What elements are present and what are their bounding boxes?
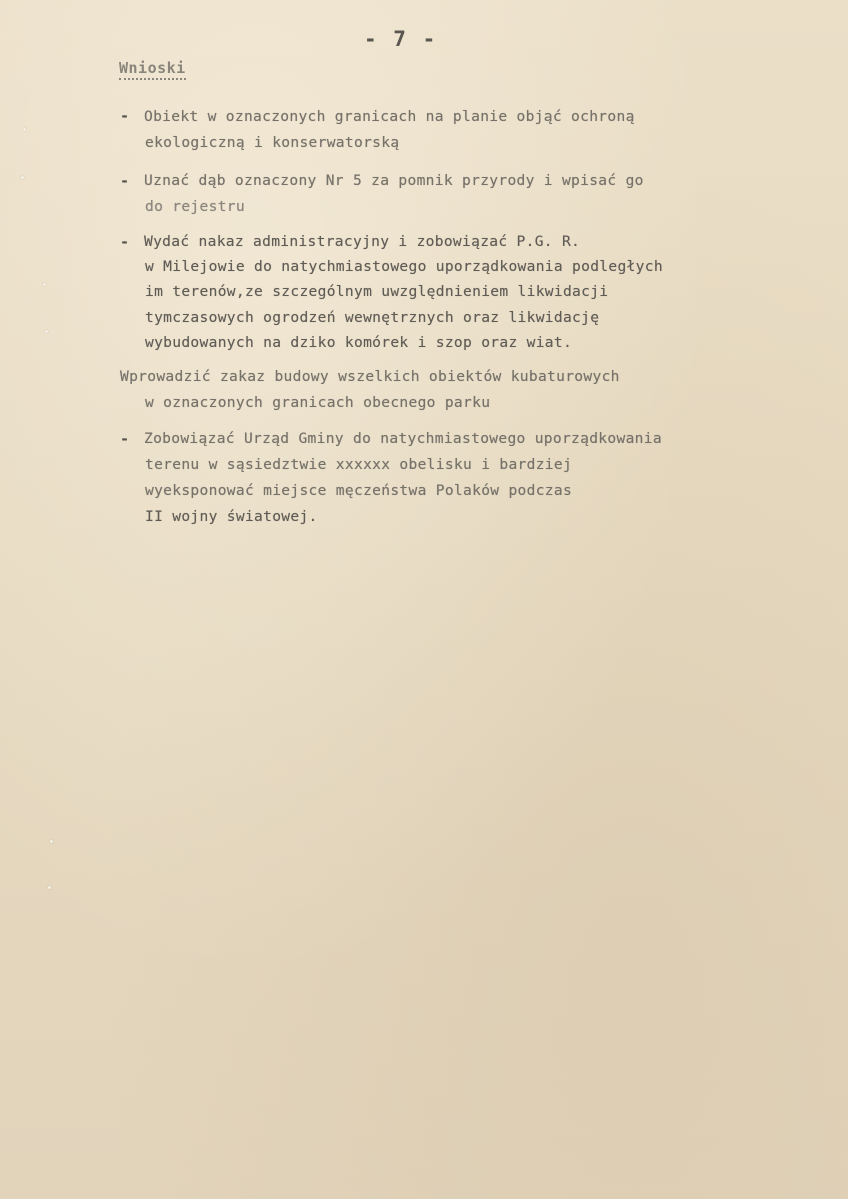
item-line: w Milejowie do natychmiastowego uporządkowania podległych xyxy=(145,258,663,275)
binder-hole-mark xyxy=(23,128,26,131)
binder-hole-mark xyxy=(45,330,48,333)
bullet-dash: - xyxy=(120,107,130,125)
item-line: Wprowadzić zakaz budowy wszelkich obiektów kubaturowych xyxy=(120,368,620,385)
item-line: Wydać nakaz administracyjny i zobowiązać P.G. R. xyxy=(144,233,581,250)
binder-hole-mark xyxy=(50,840,53,843)
bullet-dash: - xyxy=(120,430,130,448)
item-line: im terenów,ze szczególnym uwzględnieniem likwidacji xyxy=(145,283,609,300)
item-line: Zobowiązać Urząd Gminy do natychmiastowego uporządkowania xyxy=(144,430,662,447)
bullet-dash: - xyxy=(120,172,130,190)
item-line: ekologiczną i konserwatorską xyxy=(145,134,400,151)
item-line: wyeksponować miejsce męczeństwa Polaków podczas xyxy=(145,482,573,499)
binder-hole-mark xyxy=(48,886,51,889)
bullet-dash: - xyxy=(120,233,130,251)
item-line: Uznać dąb oznaczony Nr 5 za pomnik przyrody i wpisać go xyxy=(144,172,644,189)
item-line: tymczasowych ogrodzeń wewnętrznych oraz likwidację xyxy=(145,309,600,326)
binder-hole-mark xyxy=(43,283,46,286)
section-heading: Wnioski xyxy=(119,59,186,80)
item-line: w oznaczonych granicach obecnego parku xyxy=(145,394,491,411)
item-line: Obiekt w oznaczonych granicach na planie objąć ochroną xyxy=(144,108,635,125)
item-line: terenu w sąsiedztwie xxxxxx obelisku i bardziej xyxy=(145,456,573,473)
page-number: - 7 - xyxy=(364,27,438,51)
item-line: II wojny światowej. xyxy=(145,508,318,525)
item-line: do rejestru xyxy=(145,198,245,215)
item-line: wybudowanych na dziko komórek i szop oraz wiat. xyxy=(145,334,573,351)
binder-hole-mark xyxy=(21,176,24,179)
